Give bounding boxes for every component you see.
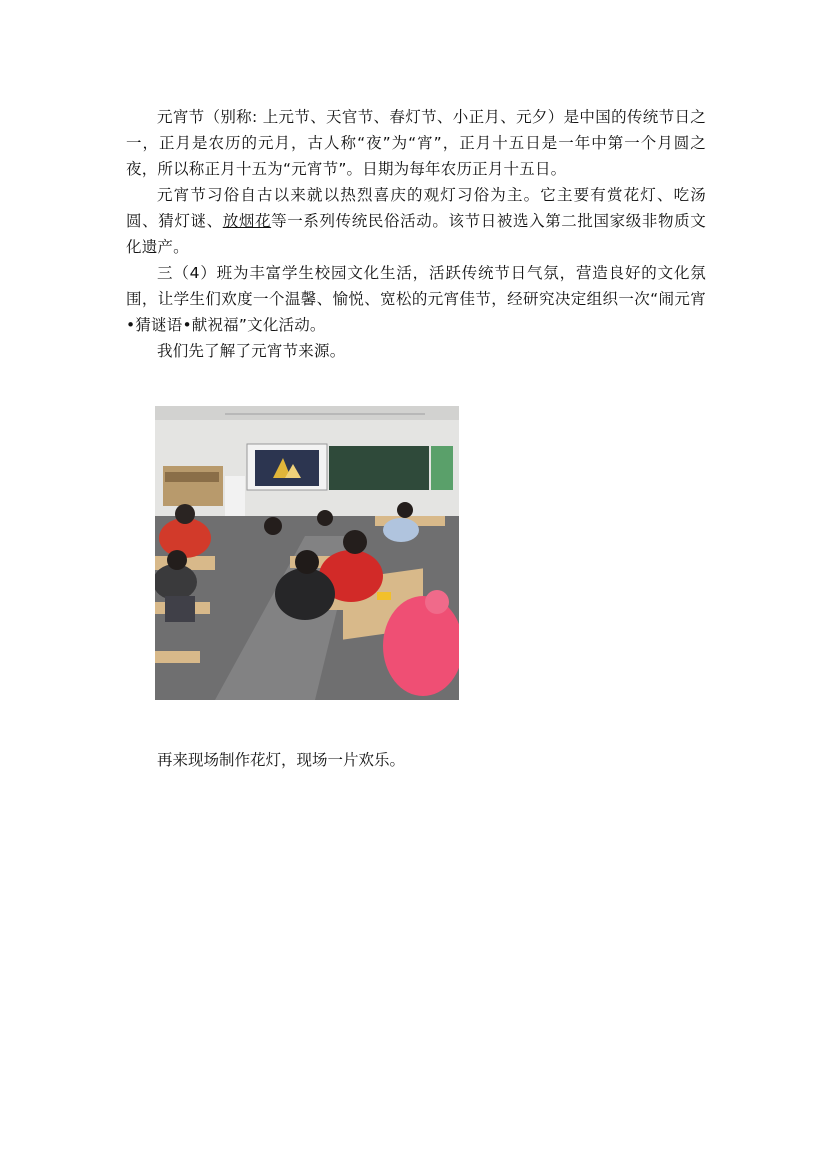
paragraph-origin: 我们先了解了元宵节来源。 [157,342,346,360]
paragraph-intro: 元宵节（别称: 上元节、天官节、春灯节、小正月、元夕）是中国的传统节日之一，正月是农历的元月，古人称“夜”为“宵”，正月十五日是一年中第一个月圆之夜，所以称正月十五为“元宵节”。日期为每年农历正月十五日。 [126,108,706,178]
body-text [126,104,706,364]
customs-text-end: 等一系列传统民俗活动。该节日被选入第二批国家级非物质文化遗产。 [126,212,706,256]
classroom-photo-illustration [155,406,459,700]
customs-text-start: 元宵节习俗自古以来就以热烈喜庆的观灯习俗为主。它主要有赏花灯、吃汤圆、猜灯谜、 [126,186,706,230]
caption-lantern-making: 再来现场制作花灯，现场一片欢乐。 [157,751,406,769]
classroom-photo [155,406,459,700]
paragraph-activity: 三（4）班为丰富学生校园文化生活，活跃传统节日气氛，营造良好的文化氛围，让学生们欢度一个温馨、愉悦、宽松的元宵佳节，经研究决定组织一次“闹元宵•猜谜语•献祝福”文化活动。 [126,264,706,334]
fireworks-link[interactable]: 放烟花 [222,212,272,230]
paragraph-customs [126,182,706,260]
